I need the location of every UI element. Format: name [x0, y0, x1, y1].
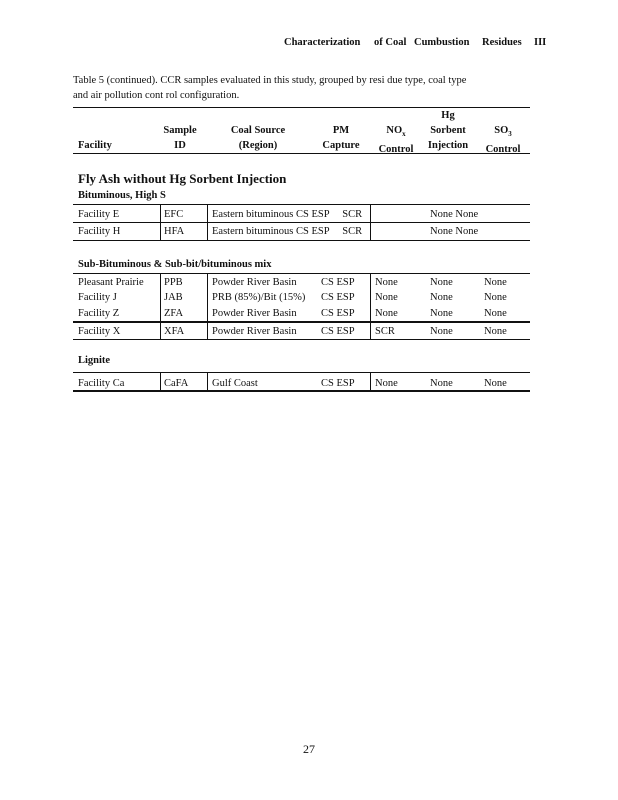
row-facility-x-hg: None [430, 326, 453, 337]
group-bit-top-rule [73, 204, 530, 205]
group-lignite-divider-3 [370, 372, 371, 390]
row-facility-ca-coal: Gulf Coast [212, 378, 258, 389]
row-facility-z-nox: None [375, 308, 398, 319]
row-facility-j-sample: JAB [164, 292, 183, 303]
section-bituminous-high-s: Bituminous, High S [78, 190, 166, 201]
row-pleasant-prairie-coal: Powder River Basin [212, 277, 297, 288]
col-pm-capture: PM Capture [322, 125, 360, 151]
caption-line-1: Table 5 (continued). CCR samples evaluated in this study, grouped by resi due type, coal type [73, 75, 467, 86]
section-lignite: Lignite [78, 355, 111, 366]
row-pleasant-prairie-so3: None [484, 277, 507, 288]
row-facility-ca-sample: CaFA [164, 378, 189, 389]
row-facility-z-sample: ZFA [164, 308, 184, 319]
row-facility-e-hg-so3: None None [430, 209, 479, 220]
caption-line-2: and air pollution cont rol configuration. [73, 90, 240, 101]
header-cumbustion: Cumbustion [414, 37, 470, 48]
row-facility-x-nox: SCR [375, 326, 395, 337]
header-volume: III [534, 37, 547, 48]
col-hg-sorbent-injection: Hg Sorbent Injection [427, 110, 469, 151]
group-lignite-top-rule [73, 372, 530, 373]
row-facility-j-nox: None [375, 292, 398, 303]
row-facility-z-rule [73, 321, 530, 323]
row-facility-h-coal-pm-nox: Eastern bituminous CS ESP SCR [212, 226, 363, 237]
row-facility-x-pm: CS ESP [321, 326, 355, 337]
table-caption [73, 73, 523, 103]
row-facility-x-facility: Facility X [78, 326, 121, 337]
row-facility-z-pm: CS ESP [321, 308, 355, 319]
row-facility-ca-facility: Facility Ca [78, 378, 125, 389]
row-facility-z-hg: None [430, 308, 453, 319]
row-facility-h-facility: Facility H [78, 226, 121, 237]
group-lignite-divider-2 [207, 372, 208, 390]
group-subbit-divider-1 [160, 273, 161, 339]
row-facility-j-coal: PRB (85%)/Bit (15%) [212, 292, 306, 303]
group-lignite-divider-1 [160, 372, 161, 390]
row-facility-ca-so3: None [484, 378, 507, 389]
header-residues: Residues [482, 37, 522, 48]
col-sample-id: Sample ID [163, 125, 197, 151]
row-facility-z-facility: Facility Z [78, 308, 120, 319]
row-facility-h-hg-so3: None None [430, 226, 479, 237]
row-facility-x-sample: XFA [164, 326, 185, 337]
row-pleasant-prairie-hg: None [430, 277, 453, 288]
row-facility-x-so3: None [484, 326, 507, 337]
row-facility-j-pm: CS ESP [321, 292, 355, 303]
section-sub-bituminous: Sub-Bituminous & Sub-bit/bituminous mix [78, 259, 272, 270]
row-facility-z-so3: None [484, 308, 507, 319]
section-fly-ash-without-hg: Fly Ash without Hg Sorbent Injection [78, 171, 287, 186]
group-subbit-divider-2 [207, 273, 208, 339]
row-facility-ca-pm: CS ESP [321, 378, 355, 389]
row-facility-ca-nox: None [375, 378, 398, 389]
col-coal-source: Coal Source (Region) [230, 125, 286, 151]
table-bottom-rule [73, 390, 530, 392]
col-so3-control: $SO_3$ Control [485, 125, 521, 156]
col-nox-control: $NO_x$ Control [378, 125, 414, 156]
page-number: 27 [303, 742, 315, 756]
col-facility: Facility [78, 140, 112, 151]
header-bottom-rule [73, 153, 530, 154]
header-of-coal: of Coal [374, 37, 407, 48]
row-facility-e-sample: EFC [164, 209, 184, 220]
row-facility-e-rule [73, 222, 530, 223]
row-pleasant-prairie-facility: Pleasant Prairie [78, 277, 144, 288]
group-subbit-top-rule [73, 273, 530, 274]
row-pleasant-prairie-nox: None [375, 277, 398, 288]
row-facility-j-so3: None [484, 292, 507, 303]
row-facility-j-hg: None [430, 292, 453, 303]
group-subbit-bottom-rule [73, 339, 530, 340]
row-facility-h-sample: HFA [164, 226, 185, 237]
header-characterization: Characterization [284, 37, 361, 48]
row-pleasant-prairie-pm: CS ESP [321, 277, 355, 288]
row-facility-e-coal-pm-nox: Eastern bituminous CS ESP SCR [212, 209, 363, 220]
row-facility-ca-hg: None [430, 378, 453, 389]
group-bit-bottom-rule [73, 240, 530, 241]
row-facility-z-coal: Powder River Basin [212, 308, 297, 319]
row-facility-e-facility: Facility E [78, 209, 120, 220]
group-subbit-divider-3 [370, 273, 371, 339]
row-pleasant-prairie-sample: PPB [164, 277, 183, 288]
row-facility-j-facility: Facility J [78, 292, 117, 303]
row-facility-x-coal: Powder River Basin [212, 326, 297, 337]
